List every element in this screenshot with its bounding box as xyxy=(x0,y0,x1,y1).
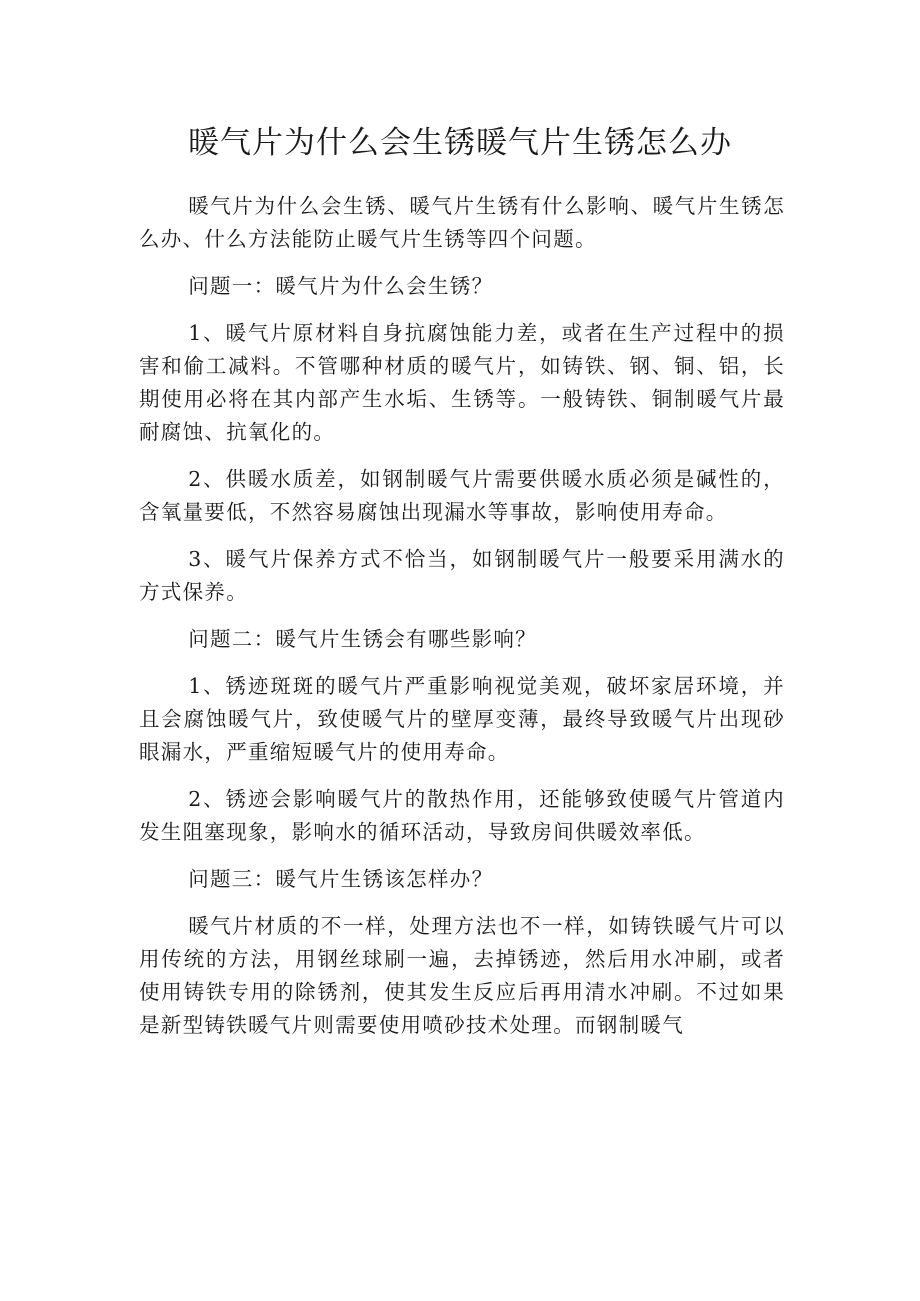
cause-item-2: 2、供暖水质差，如钢制暖气片需要供暖水质必须是碱性的，含氧量要低，不然容易腐蚀出现漏水等事故，影响使用寿命。 xyxy=(139,467,785,524)
question-one-heading: 问题一：暖气片为什么会生锈？ xyxy=(188,274,494,298)
solution-paragraph: 暖气片材质的不一样，处理方法也不一样，如铸铁暖气片可以用传统的方法，用钢丝球刷一遍，去掉锈迹，然后用水冲刷，或者使用铸铁专用的除锈剂，使其发生反应后再用清水冲刷。不过如果是新型铸铁暖气片则需要使用喷砂技术处理。而钢制暖气 xyxy=(139,914,785,1037)
cause-item-3: 3、暖气片保养方式不恰当，如钢制暖气片一般要采用满水的方式保养。 xyxy=(139,547,785,604)
effect-item-2: 2、锈迹会影响暖气片的散热作用，还能够致使暖气片管道内发生阻塞现象，影响水的循环活动，导致房间供暖效率低。 xyxy=(139,787,785,844)
document-body xyxy=(139,190,785,1056)
intro-paragraph: 暖气片为什么会生锈、暖气片生锈有什么影响、暖气片生锈怎么办、什么方法能防止暖气片生锈等四个问题。 xyxy=(139,194,785,251)
question-three-heading: 问题三：暖气片生锈该怎样办？ xyxy=(188,867,494,891)
question-two-heading: 问题二：暖气片生锈会有哪些影响？ xyxy=(188,627,537,651)
cause-item-1: 1、暖气片原材料自身抗腐蚀能力差，或者在生产过程中的损害和偷工减料。不管哪种材质的暖气片，如铸铁、钢、铜、铝，长期使用必将在其内部产生水垢、生锈等。一般铸铁、铜制暖气片最耐腐蚀、抗氧化的。 xyxy=(139,321,785,444)
document-title: 暖气片为什么会生锈暖气片生锈怎么办 xyxy=(188,125,732,161)
effect-item-1: 1、锈迹斑斑的暖气片严重影响视觉美观，破坏家居环境，并且会腐蚀暖气片，致使暖气片的壁厚变薄，最终导致暖气片出现砂眼漏水，严重缩短暖气片的使用寿命。 xyxy=(139,674,785,764)
